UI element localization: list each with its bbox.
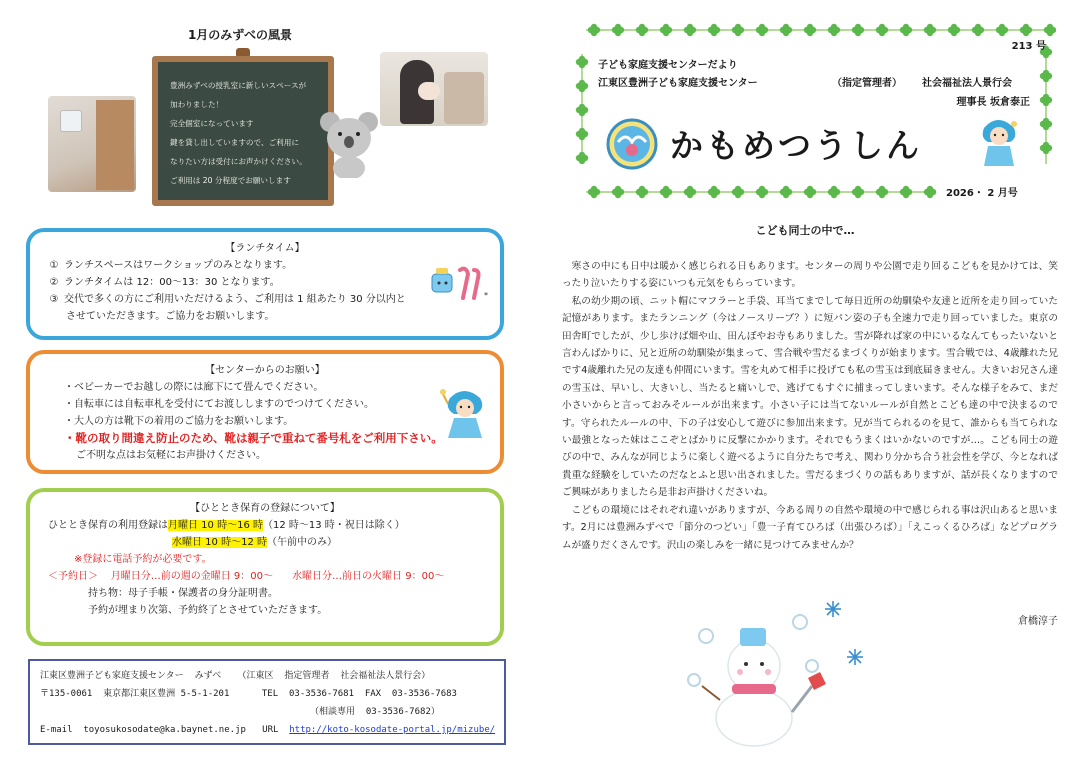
clover-icon (876, 24, 888, 36)
hitotoki-wednesday: 水曜日 10 時～12 時（午前中のみ） (172, 537, 337, 548)
lunch-item: ③ 交代で多くの方にご利用いただけるよう、ご利用は 1 組あたり 30 分以内と (49, 294, 406, 305)
hitotoki-monday: ひととき保育の利用登録は月曜日 10 時～16 時（12 時～13 時・祝日は除く） (48, 520, 405, 531)
hitotoki-heading: 【ひととき保育の登録について】 (190, 503, 340, 514)
board-line: なりたい方は受付にお声かけください。 (170, 157, 307, 166)
essay-body (562, 258, 1058, 554)
clover-icon (588, 24, 600, 36)
clover-icon (588, 186, 600, 198)
request-heading: 【センターからのお願い】 (205, 365, 325, 376)
clover-icon (900, 24, 912, 36)
snowflake-icon (846, 648, 864, 666)
clover-icon (852, 24, 864, 36)
lunch-item: ① ランチスペースはワークショップのみとなります。 (49, 260, 293, 271)
clover-icon (756, 24, 768, 36)
clover-icon (780, 24, 792, 36)
clover-icon (732, 186, 744, 198)
chalkboard-notice (152, 56, 334, 206)
request-item: ・大人の方は靴下の着用のご協力をお願いします。 (64, 416, 294, 427)
clover-icon (576, 152, 588, 164)
snowflake-icon (824, 600, 842, 618)
portal-link[interactable]: http://koto-kosodate-portal.jp/mizube/ (289, 725, 496, 735)
board-line: ご利用は 20 分程度でお願いします (170, 176, 291, 185)
designated-manager-label: （指定管理者） (832, 78, 902, 89)
snowman-illustration (680, 600, 840, 750)
belongings: 持ち物：母子手帳・保護者の身分証明書。 (88, 588, 278, 599)
request-item: ・自転車には自転車札を受付にてお渡ししますのでつけてください。 (64, 399, 374, 410)
clover-icon (684, 186, 696, 198)
clover-icon (828, 186, 840, 198)
chairman-name: 理事長 坂倉泰正 (956, 97, 1030, 108)
board-line: 完全個室になっています (170, 119, 254, 128)
clover-icon (924, 186, 936, 198)
clover-icon (1040, 118, 1052, 130)
clover-icon (684, 24, 696, 36)
clover-border-top (586, 22, 1056, 38)
seagull-logo-icon (606, 118, 658, 170)
clover-icon (576, 128, 588, 140)
clover-icon (708, 186, 720, 198)
girl-mascot-icon (976, 116, 1022, 172)
center-name: 江東区豊洲子ども家庭支援センター (598, 78, 758, 89)
hitotoki-childcare-box (26, 488, 504, 646)
footer-consult-phone: （相談専用 03-3536-7682） (310, 707, 440, 717)
clover-icon (576, 80, 588, 92)
koala-illustration (320, 108, 378, 178)
clover-icon (1020, 24, 1032, 36)
clover-icon (636, 24, 648, 36)
lunch-utensils-icon (428, 262, 490, 304)
scenery-title: 1月のみずべの風景 (187, 28, 293, 42)
footer-email-url: E-mail toyosukosodate@ka.baynet.ne.jp URL http://koto-kosodate-portal.jp/mizube/ (40, 725, 496, 735)
clover-icon (612, 24, 624, 36)
clover-border-right (1038, 44, 1054, 164)
board-line: 鍵を貸し出していますので、ご利用に (170, 138, 299, 147)
clover-icon (924, 24, 936, 36)
clover-icon (876, 186, 888, 198)
girl-mascot-illustration (440, 388, 488, 446)
essay-paragraph: 寒さの中にも日中は暖かく感じられる日もあります。センターの周りや公園で走り回るこどもを見かけては、笑ったり泣いたりする姿にいつも元気をもらっています。 (562, 261, 1058, 290)
clover-icon (972, 24, 984, 36)
clover-icon (732, 24, 744, 36)
request-item: ・ベビーカーでお越しの際には廊下にて畳んでください。 (64, 382, 324, 393)
lunch-heading: 【ランチタイム】 (225, 243, 305, 254)
footer-organization: 江東区豊洲子ども家庭支援センター みずべ （江東区 指定管理者 社会福祉法人景行会） (40, 671, 431, 681)
hitotoki-closing: 予約が埋まり次第、予約終了とさせていただきます。 (88, 605, 328, 616)
issue-number: 213 号 (1011, 41, 1046, 52)
clover-icon (576, 104, 588, 116)
clover-icon (756, 186, 768, 198)
request-shoes-warning: ・靴の取り間違え防止のため、靴は親子で重ねて番号札をご利用下さい。 (64, 431, 443, 445)
clover-icon (636, 186, 648, 198)
monday-hours-highlight: 月曜日 10 時～16 時 (168, 520, 263, 531)
issue-date: 2026・ 2 月号 (946, 188, 1018, 199)
phone-reservation-note: ※登録に電話予約が必要です。 (74, 554, 212, 565)
clover-icon (612, 186, 624, 198)
request-closing: ご不明な点はお気軽にお声掛けください。 (76, 450, 266, 461)
clover-icon (804, 186, 816, 198)
lunch-item-continuation: させていただきます。ご協力をお願いします。 (66, 311, 275, 322)
footer-address-phone: 〒135-0061 東京都江東区豊洲 5-5-1-201 TEL 03-3536-7681 FAX 03-3536-7683 (40, 689, 457, 699)
clover-icon (660, 186, 672, 198)
newsletter-subtitle: 子ども家庭支援センターだより (598, 60, 738, 71)
parent-with-baby-photo (380, 52, 488, 126)
board-line: 加わりました！ (170, 100, 224, 109)
wednesday-hours-highlight: 水曜日 10 時～12 時 (172, 537, 267, 548)
clover-icon (1040, 70, 1052, 82)
essay-paragraph: 私の幼少期の頃、ニット帽にマフラーと手袋、耳当てまでして毎日近所の幼馴染や友達と近所を走り回っていた記憶があります。またランニング（今はノースリーブ？）に短パン姿の子も全速力で走り回っていました。東京の田舎町でしたが、少し歩けば畑や山、田んぼやお寺もありました。雪が降れば家の中にいるなんてもったいないと言わんばかりに、兄と近所の幼馴染が集まって、雪合戦や雪だるまづくりが始まります。雪合戦では、4歳離れた兄です4歳離れた兄の友達も仲間にいます。雪を丸めて相手に投げても私の雪玉は到底届きません。大きいお兄さん達の雪玉は、早いし、大きいし、当たると痛いしで、逃げてもすぐに捕まってしまいます。そんな様子をみて、まだ小さいからと言っておみそルールが出来ます。小さい子には当てないルールが自然とこども達の中で決まるのです。守られたルールの中、下の子は安心して遊びに参加出来ます。兄が当てられるのを見て、誰からも当てられない最強となった妹はここぞとばかりに反撃にかかります。それでもうまくはいかないのですが…。こども同士の遊びの中で、みんなが同じように楽しく遊べるように自分たちで考え、関わり分かち合う社会性を学び、今となれば貴重な経験をしていたのだなとふと思い出されました。雪だるまづくりの話もありますが、話が長くなりますのでご興味がありましたら是非お声掛けくださいね。 (562, 295, 1058, 499)
nursing-room-door-photo (48, 96, 136, 192)
essay-author: 倉橋淳子 (1018, 616, 1058, 627)
clover-border-bottom (586, 184, 936, 200)
clover-icon (1040, 94, 1052, 106)
clover-icon (1044, 24, 1056, 36)
clover-icon (708, 24, 720, 36)
lunch-item: ② ランチタイムは 12：00～13：30 となります。 (49, 277, 280, 288)
clover-icon (996, 24, 1008, 36)
essay-title: こども同士の中で… (755, 224, 855, 237)
reservation-days: ＜予約日＞ 月曜日分…前の週の金曜日 9：00～ 水曜日分…前日の火曜日 9：00～ (48, 571, 445, 582)
board-line: 豊洲みずべの授乳室に新しいスペースが (170, 81, 307, 90)
clover-icon (576, 56, 588, 68)
clover-icon (1040, 142, 1052, 154)
clover-icon (948, 24, 960, 36)
clover-icon (780, 186, 792, 198)
clover-icon (660, 24, 672, 36)
clover-border-left (574, 54, 590, 164)
clover-icon (828, 24, 840, 36)
contact-footer (28, 659, 506, 745)
essay-paragraph: こどもの環境にはそれぞれ違いがありますが、今ある周りの自然や環境の中で感じられる事は沢山あると思います。2月には豊洲みずべで「節分のつどい」「豊一子育てひろば（出張ひろば）」「えこっくるひろば」などプログラムが盛りだくさんです。沢山の楽しみを一緒に見つけてみませんか？ (562, 504, 1058, 551)
corporation-name: 社会福祉法人景行会 (922, 78, 1012, 89)
clover-icon (804, 24, 816, 36)
clover-icon (852, 186, 864, 198)
svg-text:*: * (484, 291, 488, 300)
center-request-box (26, 350, 504, 474)
clover-icon (900, 186, 912, 198)
newsletter-title: かもめつうしん (670, 126, 922, 165)
